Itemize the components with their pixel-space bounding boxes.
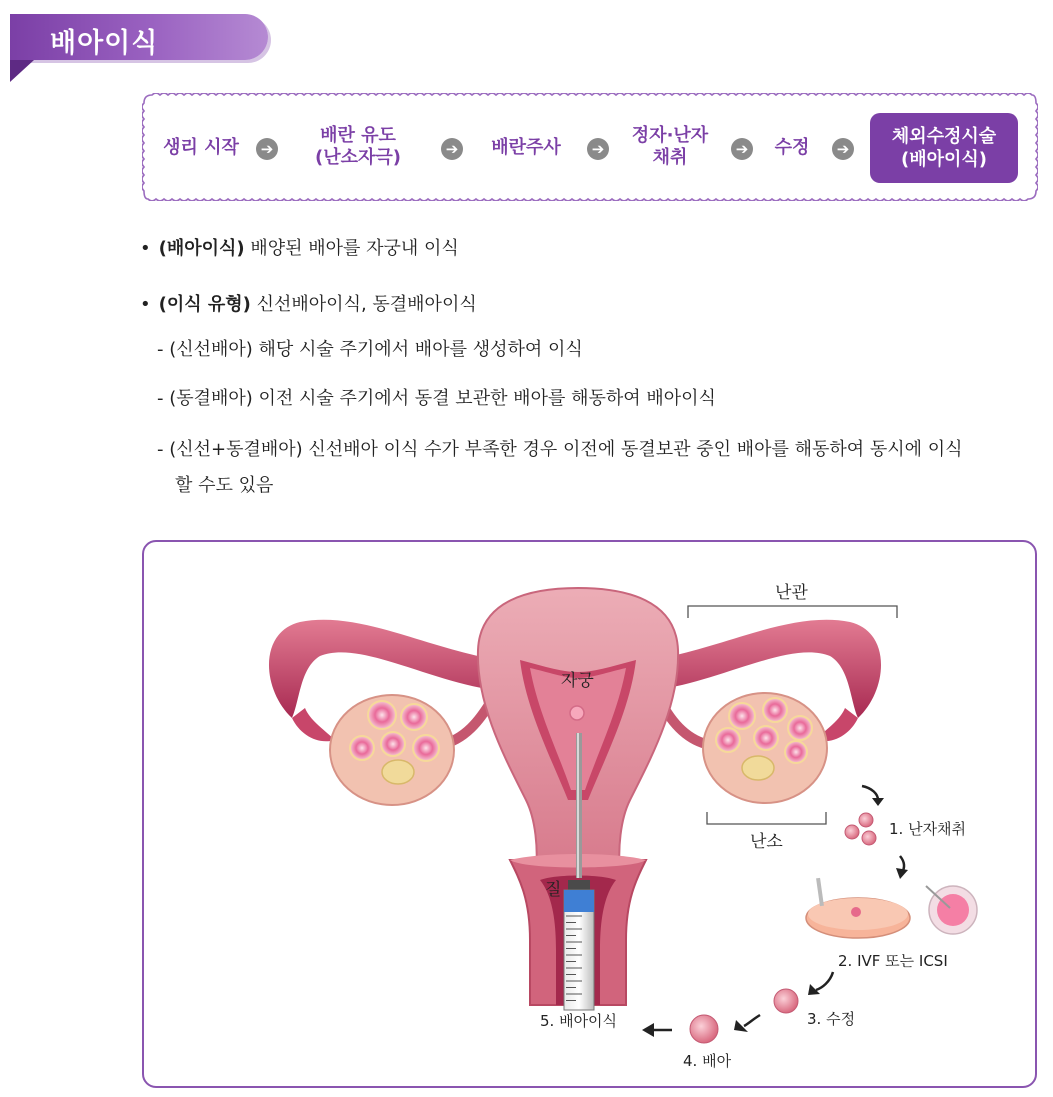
label-vagina: 질 bbox=[545, 880, 562, 900]
label-fallopian-tube: 난관 bbox=[775, 583, 808, 603]
sub-item-fresh-frozen-cont: 할 수도 있음 bbox=[175, 475, 274, 496]
flow-final-line1: 체외수정시술 bbox=[891, 126, 997, 147]
embryo-icon bbox=[690, 1015, 718, 1043]
sub-item-fresh: - (신선배아) 해당 시술 주기에서 배아를 생성하여 이식 bbox=[157, 339, 583, 360]
step-2-label: 2. IVF 또는 ICSI bbox=[838, 952, 948, 970]
circle-arrow-right-icon: ➔ bbox=[832, 138, 854, 160]
flow-final-line2: (배아이식) bbox=[900, 149, 987, 170]
petri-dish-icon bbox=[806, 878, 910, 938]
label-uterus: 자궁 bbox=[561, 671, 594, 691]
label-ovary: 난소 bbox=[750, 832, 783, 852]
bullet-transfer-type: • (이식 유형) 신선배아이식, 동결배아이식 bbox=[140, 294, 477, 315]
sub-item-frozen: - (동결배아) 이전 시술 주기에서 동결 보관한 배아를 해동하여 배아이식 bbox=[157, 388, 716, 409]
circle-arrow-right-icon: ➔ bbox=[587, 138, 609, 160]
curved-arrow-icon bbox=[744, 1015, 760, 1026]
ovary-bracket bbox=[707, 812, 826, 824]
retrieved-oocytes bbox=[845, 813, 876, 845]
step-5-label: 5. 배아이식 bbox=[540, 1012, 618, 1030]
flow-step-ovulation-injection: 배란주사 bbox=[491, 137, 561, 158]
circle-arrow-right-icon: ➔ bbox=[256, 138, 278, 160]
left-ovary bbox=[330, 695, 454, 805]
icsi-egg-icon bbox=[926, 886, 977, 934]
curved-arrow-icon bbox=[816, 972, 833, 990]
flow-step-period-start: 생리 시작 bbox=[163, 137, 239, 158]
flow-step-fertilization: 수정 bbox=[774, 137, 810, 158]
zygote-icon bbox=[774, 989, 798, 1013]
step-1-label: 1. 난자채취 bbox=[889, 820, 967, 838]
right-ovary bbox=[703, 693, 827, 803]
bullet-bold: (배아이식) bbox=[158, 238, 245, 259]
left-fimbriae bbox=[292, 708, 335, 741]
step-4-label: 4. 배아 bbox=[683, 1052, 732, 1070]
bullet-text: 신선배아이식, 동결배아이식 bbox=[250, 294, 477, 315]
flow-step-retrieval: 정자·난자 채취 bbox=[631, 125, 709, 168]
section-title: 배아이식 bbox=[50, 28, 159, 59]
sub-item-fresh-frozen: - (신선+동결배아) 신선배아 이식 수가 부족한 경우 이전에 동결보관 중인 배아를 해동하여 동시에 이식 bbox=[157, 439, 963, 460]
implanted-embryo bbox=[570, 706, 584, 720]
bullet-embryo-transfer: • (배아이식) 배양된 배아를 자궁내 이식 bbox=[140, 238, 459, 259]
circle-arrow-right-icon: ➔ bbox=[731, 138, 753, 160]
bullet-text: 배양된 배아를 자궁내 이식 bbox=[244, 238, 459, 259]
bullet-bold: (이식 유형) bbox=[158, 294, 251, 315]
flow-step-ovulation-induction: 배란 유도 (난소자극) bbox=[314, 125, 401, 168]
curved-arrow-icon bbox=[862, 786, 878, 800]
circle-arrow-right-icon: ➔ bbox=[441, 138, 463, 160]
tube-bracket bbox=[688, 606, 897, 618]
step-3-label: 3. 수정 bbox=[807, 1010, 856, 1028]
